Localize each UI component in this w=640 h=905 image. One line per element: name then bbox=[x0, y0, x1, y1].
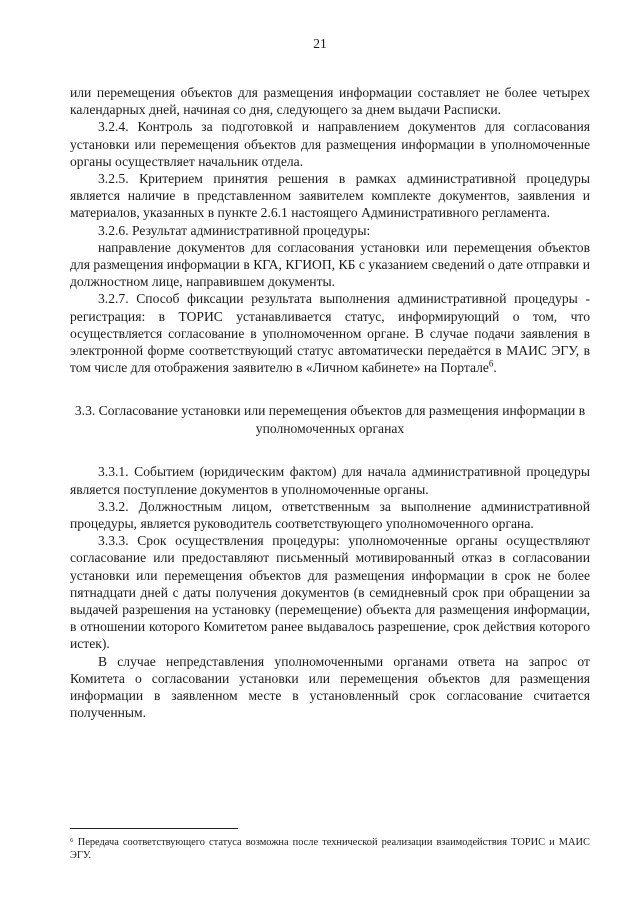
paragraph-3-2-6: 3.2.6. Результат административной процедуры: bbox=[98, 222, 371, 238]
paragraph-continuation: или перемещения объектов для размещения информации составляет не более четырех календарных дней, начиная со дня, следующего за днем выдачи Расписки. bbox=[70, 85, 590, 118]
section-heading-3-3: 3.3. Согласование установки или перемещения объектов для размещения информации в уполномоченных органах bbox=[74, 403, 586, 436]
paragraph-3-2-4: 3.2.4. Контроль за подготовкой и направлением документов для согласования установки или перемещения объектов для размещения информации в уполномоченные органы осуществляет начальник отдела. bbox=[70, 119, 590, 169]
footnote-marker[interactable]: 6 bbox=[488, 358, 494, 369]
paragraph-3-2-6-result: направление документов для согласования установки или перемещения объектов для размещения информации в КГА, КГИОП, КБ с указанием сведений о дате отправки и должностном лице, направившем документы. bbox=[70, 239, 590, 290]
paragraph-3-3-3: 3.3.3. Срок осуществления процедуры: уполномоченные органы осуществляют согласование или предоставляют письменный мотивированный отказ в согласовании установки или перемещения объектов для размещения информации в срок не более пятнадцати дней с даты получения документов (в семидневный срок при обращении за выдачей разрешения на установку (перемещение) объекта для размещения информации, в отношении которого Комитетом ранее выдавалось разрешение, срок действия которого истек). bbox=[70, 533, 590, 652]
paragraph-3-2-5: 3.2.5. Критерием принятия решения в рамках административной процедуры является наличие в представленном заявителем комплекте документов, заявления и материалов, указанных в пункте 2.6.1 настоящего Административного регламента. bbox=[70, 171, 590, 221]
footnote-6: ⁶ Передача соответствующего статуса возможна после технической реализации взаимодействия ТОРИС и МАИС ЭГУ. bbox=[70, 837, 590, 861]
paragraph-3-3-1: 3.3.1. Событием (юридическим фактом) для начала административной процедуры является поступление документов в уполномоченные органы. bbox=[70, 464, 590, 497]
footnote-divider bbox=[70, 828, 238, 829]
page-number: 21 bbox=[313, 36, 327, 51]
paragraph-3-2-7: 3.2.7. Способ фиксации результата выполнения административной процедуры - регистрация: в ТОРИС устанавливается статус, информирующий о том, что осуществляется согласование в уполномоченном органе. В случае подачи заявления в электронной форме соответствующий статус автоматически передаётся в МАИС ЭГУ, в том числе для отображения заявителю в «Личном кабинете» на Портале$^6$. bbox=[70, 291, 590, 376]
paragraph-3-2-7-text: 3.2.7. Способ фиксации результата выполнения административной процедуры - регистрация: в ТОРИС устанавливается статус, информирующий о том, что осуществляется согласование в уполномоченном органе. В случае подачи заявления в электронной форме соответствующий статус автоматически передаётся в МАИС ЭГУ, в том числе для отображения заявителю в «Личном кабинете» на Портале bbox=[70, 291, 590, 376]
document-body bbox=[70, 84, 590, 722]
paragraph-3-3-2: 3.3.2. Должностным лицом, ответственным за выполнение административной процедуры, является руководитель соответствующего уполномоченного органа. bbox=[70, 498, 590, 532]
paragraph-no-response: В случае непредставления уполномоченными органами ответа на запрос от Комитета о согласовании установки или перемещения объектов для размещения информации в заявленном месте в установленный срок согласование считается полученным. bbox=[70, 653, 590, 721]
